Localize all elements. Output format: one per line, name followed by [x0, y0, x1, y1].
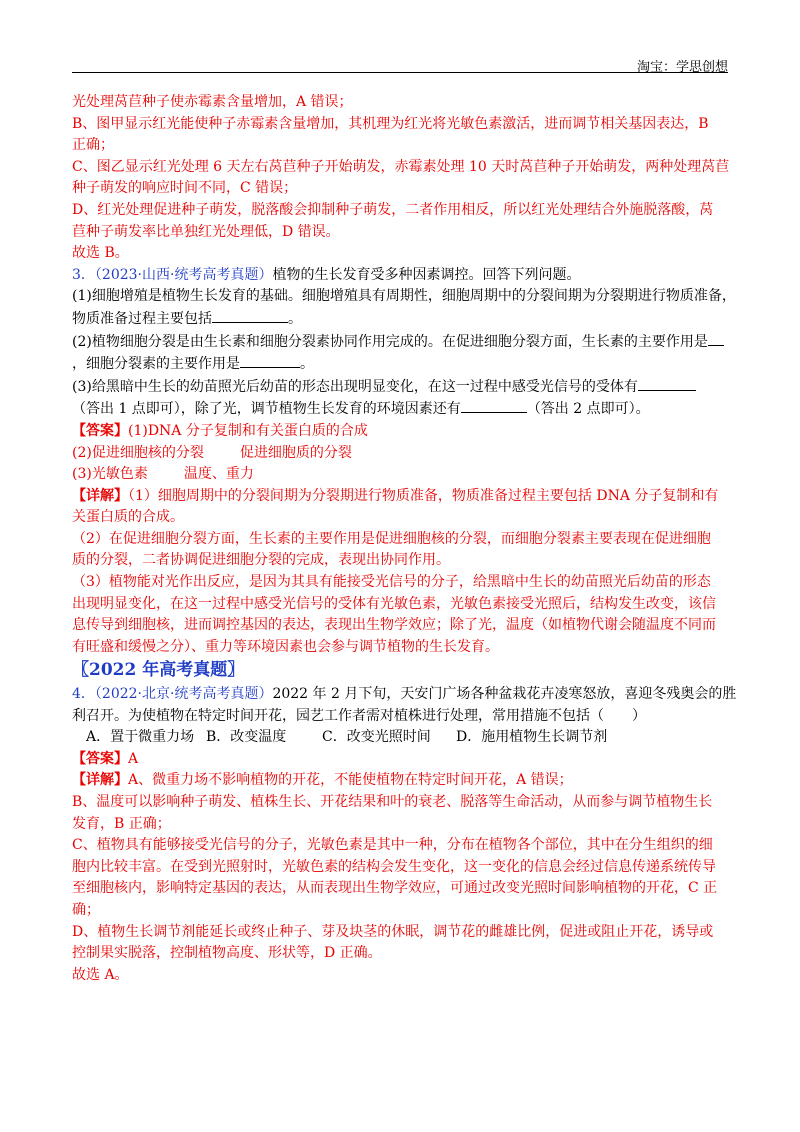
question-3: [72, 265, 736, 659]
answer-text: A: [128, 750, 139, 767]
sub-question-2-text: ，细胞分裂素的主要作用是: [72, 356, 240, 373]
question-source: （2023·山西·统考高考真题）: [94, 266, 273, 283]
previous-explanation: [72, 92, 728, 265]
detail-line: 质的分裂，二者协调促进细胞分裂的完成，表现出协同作用。: [72, 552, 450, 569]
detail-line: 出现明显变化，在这一过程中感受光信号的受体有光敏色素，光敏色素接受光照后，结构发生改变，该信: [72, 595, 716, 612]
answer-text: (1)DNA 分子复制和有关蛋白质的合成: [128, 422, 368, 439]
document-body: [72, 92, 737, 986]
detail-line: （3）植物能对光作出反应，是因为其具有能接受光信号的分子，给黑暗中生长的幼苗照光后幼苗的形态: [72, 574, 711, 591]
answer-text: 温度、重力: [183, 466, 254, 483]
options-row: [72, 727, 728, 749]
question-source: （2022·北京·统考高考真题）: [94, 686, 273, 703]
question-stem: 植物的生长发育受多种因素调控。回答下列问题。: [272, 266, 581, 283]
answer-blank[interactable]: [212, 308, 288, 323]
detail-line: C、植物具有能够接受光信号的分子，光敏色素是其中一种，分布在植物各个部位，其中在分生组织的细: [72, 837, 713, 854]
explanation-line: 光处理莴苣种子使赤霉素含量增加，A 错误；: [72, 94, 353, 110]
section-heading: 〖2022 年高考真题〗: [72, 660, 245, 681]
detail-line: （1）细胞周期中的分裂间期为分裂期进行物质准备，物质准备过程主要包括 DNA 分子复制和有: [128, 487, 719, 504]
sub-question-1-text: 物质准备过程主要包括: [72, 310, 212, 327]
detail-line: （2）在促进细胞分裂方面，生长素的主要作用是促进细胞核的分裂，而细胞分裂素主要表现在促进细胞: [72, 530, 711, 547]
option-d[interactable]: D．施用植物生长调节剂: [456, 729, 608, 746]
question-4: [72, 684, 737, 986]
option-c[interactable]: C．改变光照时间: [322, 729, 431, 746]
answer-tag: 【答案】: [72, 422, 128, 439]
explanation-line: 种子萌发的响应时间不同，C 错误；: [72, 180, 298, 197]
option-b[interactable]: B．改变温度: [206, 729, 287, 746]
detail-line: 确；: [72, 901, 100, 918]
detail-line: 有旺盛和缓慢之分）、重力等环境因素也会参与调节植物的生长发育。: [72, 638, 499, 655]
explanation-line: 正确；: [72, 137, 114, 154]
sub-question-2-text: (2)植物细胞分裂是由生长素和细胞分裂素协同作用完成的。在促进细胞分裂方面，生长素的主要作用是: [72, 333, 708, 350]
header-divider: [72, 72, 728, 73]
explanation-line: C、图乙显示红光处理 6 天左右莴苣种子开始萌发，赤霉素处理 10 天时莴苣种子开始萌发，两种处理莴苣: [72, 158, 730, 175]
answer-text: (2)促进细胞核的分裂: [72, 444, 204, 461]
question-stem: 利召开。为使植物在特定时间开花，园艺工作者需对植株进行处理，常用措施不包括（ ）: [72, 707, 646, 724]
sub-question-3-text: (3)给黑暗中生长的幼苗照光后幼苗的形态出现明显变化，在这一过程中感受光信号的受体有: [72, 378, 638, 395]
question-number: 3．: [72, 266, 95, 283]
answer-blank[interactable]: [240, 353, 300, 368]
question-stem: 2022 年 2 月下旬，天安门广场各种盆栽花卉凌寒怒放，喜迎冬残奥会的胜: [272, 686, 737, 703]
detail-line: 至细胞核内，影响特定基因的表达，从而表现出生物学效应，可通过改变光照时间影响植物的开花，C 正: [72, 880, 718, 897]
punctuation: 。: [288, 310, 302, 327]
detail-line: D、植物生长调节剂能延长或终止种子、芽及块茎的休眠，调节花的雌雄比例，促进或阻止开花，诱导或: [72, 923, 714, 940]
answer-blank[interactable]: [638, 376, 696, 391]
punctuation: 。: [300, 356, 314, 373]
detail-tag: 【详解】: [72, 487, 128, 504]
option-a[interactable]: A．置于微重力场: [86, 729, 195, 746]
answer-text: 促进细胞质的分裂: [239, 444, 352, 461]
sub-question-1-line: (1)细胞增殖是植物生长发育的基础。细胞增殖具有周期性，细胞周期中的分裂间期为分裂期进行物质准备，: [72, 288, 736, 305]
detail-line: A、微重力场不影响植物的开花，不能使植物在特定时间开花，A 错误；: [128, 772, 573, 789]
detail-line: 关蛋白质的合成。: [72, 509, 184, 526]
detail-line: B、温度可以影响种子萌发、植株生长、开花结果和叶的衰老、脱落等生命活动，从而参与调节植物生长: [72, 794, 713, 810]
sub-question-3-text: （答出 1 点即可），除了光，调节植物生长发育的环境因素还有: [72, 401, 461, 418]
explanation-line: 故选 B。: [72, 245, 129, 262]
detail-line: 息传导到细胞核，进而调控基因的表达，表现出生物学效应；除了光，温度（如植物代谢会随温度不同而: [72, 617, 716, 634]
answer-text: (3)光敏色素: [72, 466, 148, 483]
answer-tag: 【答案】: [72, 750, 128, 767]
explanation-line: 苣种子萌发率比单独红光处理低，D 错误。: [72, 223, 340, 240]
question-number: 4．: [72, 686, 95, 703]
detail-line: 发育，B 正确；: [72, 815, 171, 832]
detail-line: 控制果实脱落，控制植物高度、形状等，D 正确。: [72, 945, 382, 962]
answer-blank[interactable]: [461, 398, 527, 413]
answer-blank[interactable]: [708, 331, 724, 346]
explanation-line: D、红光处理促进种子萌发，脱落酸会抑制种子萌发，二者作用相反，所以红光处理结合外施脱落酸，莴: [72, 201, 714, 218]
header-brand: 淘宝：学思创想: [636, 60, 728, 75]
sub-question-3-text: （答出 2 点即可）。: [526, 401, 650, 418]
detail-tag: 【详解】: [72, 772, 128, 789]
explanation-line: B、图甲显示红光能使种子赤霉素含量增加，其机理为红光将光敏色素激活，进而调节相关基因表达，B: [72, 115, 709, 132]
detail-line: 故选 A。: [72, 966, 129, 983]
detail-line: 胞内比较丰富。在受到光照射时，光敏色素的结构会发生变化，这一变化的信息会经过信息传递系统传导: [72, 858, 716, 875]
